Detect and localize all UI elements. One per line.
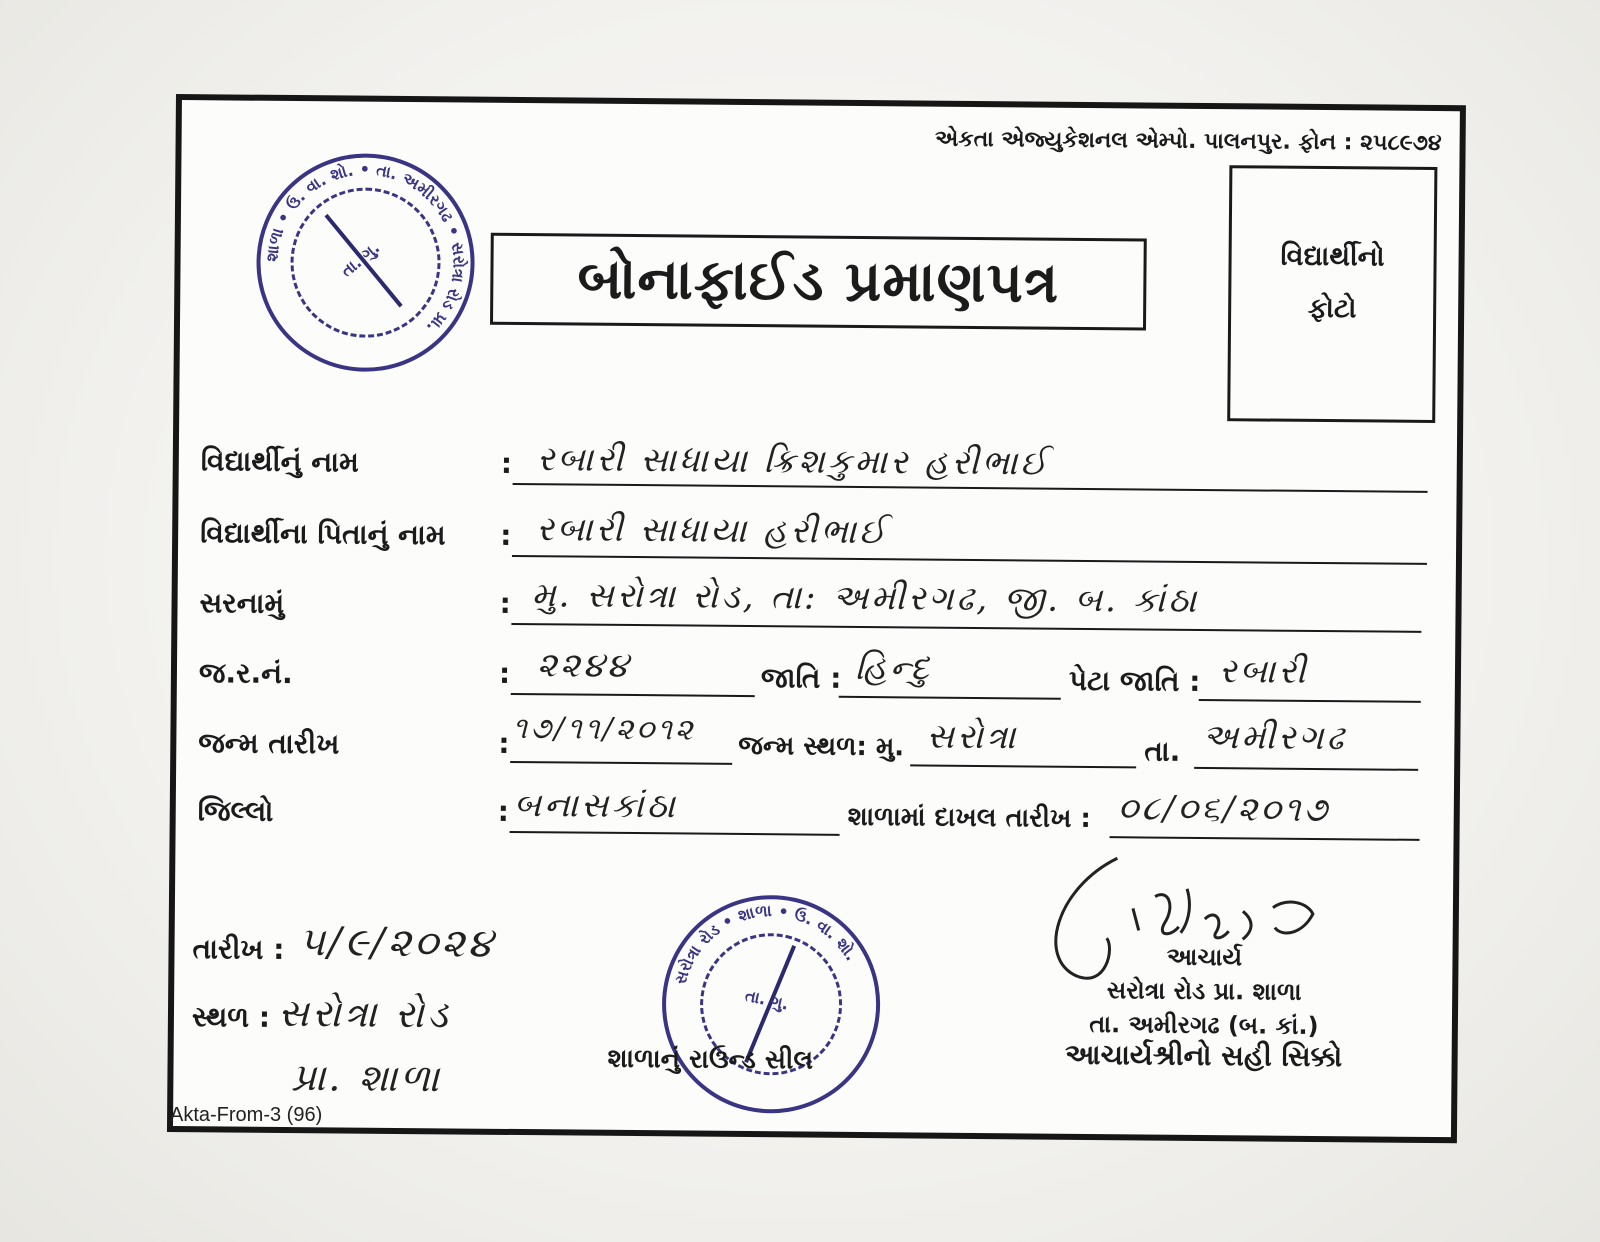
value-register-no: ૨૨૪૪	[536, 645, 632, 686]
colon: :	[499, 586, 511, 620]
row-register-caste	[198, 645, 1429, 709]
principal-stamp	[1024, 941, 1385, 1074]
principal-taluka: તા. અમીરગઢ (બ. કાં.)	[1089, 1010, 1319, 1041]
colon: :	[500, 446, 513, 480]
value-district: બનાસકાંઠા	[513, 784, 678, 827]
school-round-seal	[641, 874, 901, 1134]
colon: :	[498, 726, 510, 760]
label-taluka: તા.	[1144, 734, 1181, 768]
value-place-line1: સરોત્રા રોડ	[277, 990, 451, 1037]
principal-school: સરોત્રા રોડ પ્રા. શાળા	[1106, 976, 1302, 1006]
label-date: તારીખ :	[192, 932, 285, 966]
photo-box-label-2: ફોટો	[1307, 292, 1357, 325]
label-register-no: જ.ર.નં.	[198, 656, 293, 691]
student-photo-box	[1227, 165, 1437, 423]
value-admission-date: ૦૮/૦૬/૨૦૧૭	[1117, 788, 1331, 831]
label-birth-place: જન્મ સ્થળ: મુ.	[738, 730, 905, 763]
photo-box-label-1: વિદ્યાર્થીનો	[1280, 240, 1385, 273]
top-seal-center-text: તા. ગુ.	[337, 237, 384, 281]
value-subcaste: રબારી	[1218, 651, 1309, 692]
value-father-name: રબારી સાધાયા હરીભાઈ	[536, 509, 889, 553]
school-seal-caption: શાળાનું રાઉન્ડ સીલ	[607, 1043, 814, 1076]
label-admission-date: શાળામાં દાખલ તારીખ :	[847, 801, 1091, 835]
row-birth	[198, 710, 1428, 777]
colon: :	[498, 656, 511, 690]
colon: :	[497, 794, 510, 828]
value-address: મુ. સરોત્રા રોડ, તા: અમીરગઢ, જી. બ. કાંઠા	[531, 575, 1200, 621]
value-dob: ૧૭/૧૧/૨૦૧૨	[512, 710, 696, 748]
principal-caption: આચાર્યશ્રીનો સહી સિક્કો	[1064, 1037, 1343, 1074]
value-place-line2: પ્રા. શાળા	[291, 1055, 443, 1101]
value-date: ૫/૯/૨૦૨૪	[298, 919, 496, 967]
value-student-name: રબારી સાધાયા ક્રિશકુમાર હરીભાઈ	[536, 439, 1050, 484]
label-dob: જન્મ તારીખ	[198, 726, 340, 761]
title-box	[490, 233, 1147, 331]
label-father-name: વિદ્યાર્થીના પિતાનું નામ	[200, 516, 446, 552]
label-address: સરનામું	[199, 586, 285, 620]
row-address	[199, 575, 1429, 639]
certificate-title: બોનાફાઈડ પ્રમાણપત્ર	[577, 246, 1060, 316]
label-district: જિલ્લો	[197, 794, 274, 828]
principal-title: આચાર્ય	[1166, 942, 1243, 972]
value-taluka: અમીરગઢ	[1202, 716, 1347, 759]
label-subcaste: પેટા જાતિ :	[1068, 663, 1201, 698]
value-birth-place: સરોત્રા	[926, 716, 1019, 758]
colon: :	[500, 518, 512, 552]
svg-text:શાળા • ઉ. વા. શો. • તા. અમીરગઢ: શાળા • ઉ. વા. શો. • તા. અમીરગઢ • સરોત્રા રોડ પ્રા.	[262, 159, 469, 338]
label-place: સ્થળ :	[191, 1000, 271, 1034]
top-school-seal	[256, 153, 476, 373]
form-code: Akta-From-3 (96)	[170, 1104, 323, 1126]
row-district	[198, 786, 1428, 847]
school-seal-center-text: તા. ગુ.	[743, 985, 791, 1014]
label-caste: જાતિ :	[760, 661, 842, 695]
row-father-name	[200, 510, 1430, 571]
row-student-name	[201, 438, 1431, 499]
certificate-frame	[167, 94, 1466, 1143]
value-caste: હિન્દુ	[854, 647, 933, 689]
publisher-info: એકતા એજ્યુકેશનલ એમ્પો. પાલનપુર. ફોન : ૨૫૮૯૭૪	[934, 126, 1442, 157]
label-student-name: વિદ્યાર્થીનું નામ	[200, 444, 360, 479]
svg-text:સરોત્રા રોડ • શાળા • ઉ. વા. શો: સરોત્રા રોડ • શાળા • ઉ. વા. શો.	[670, 900, 862, 987]
